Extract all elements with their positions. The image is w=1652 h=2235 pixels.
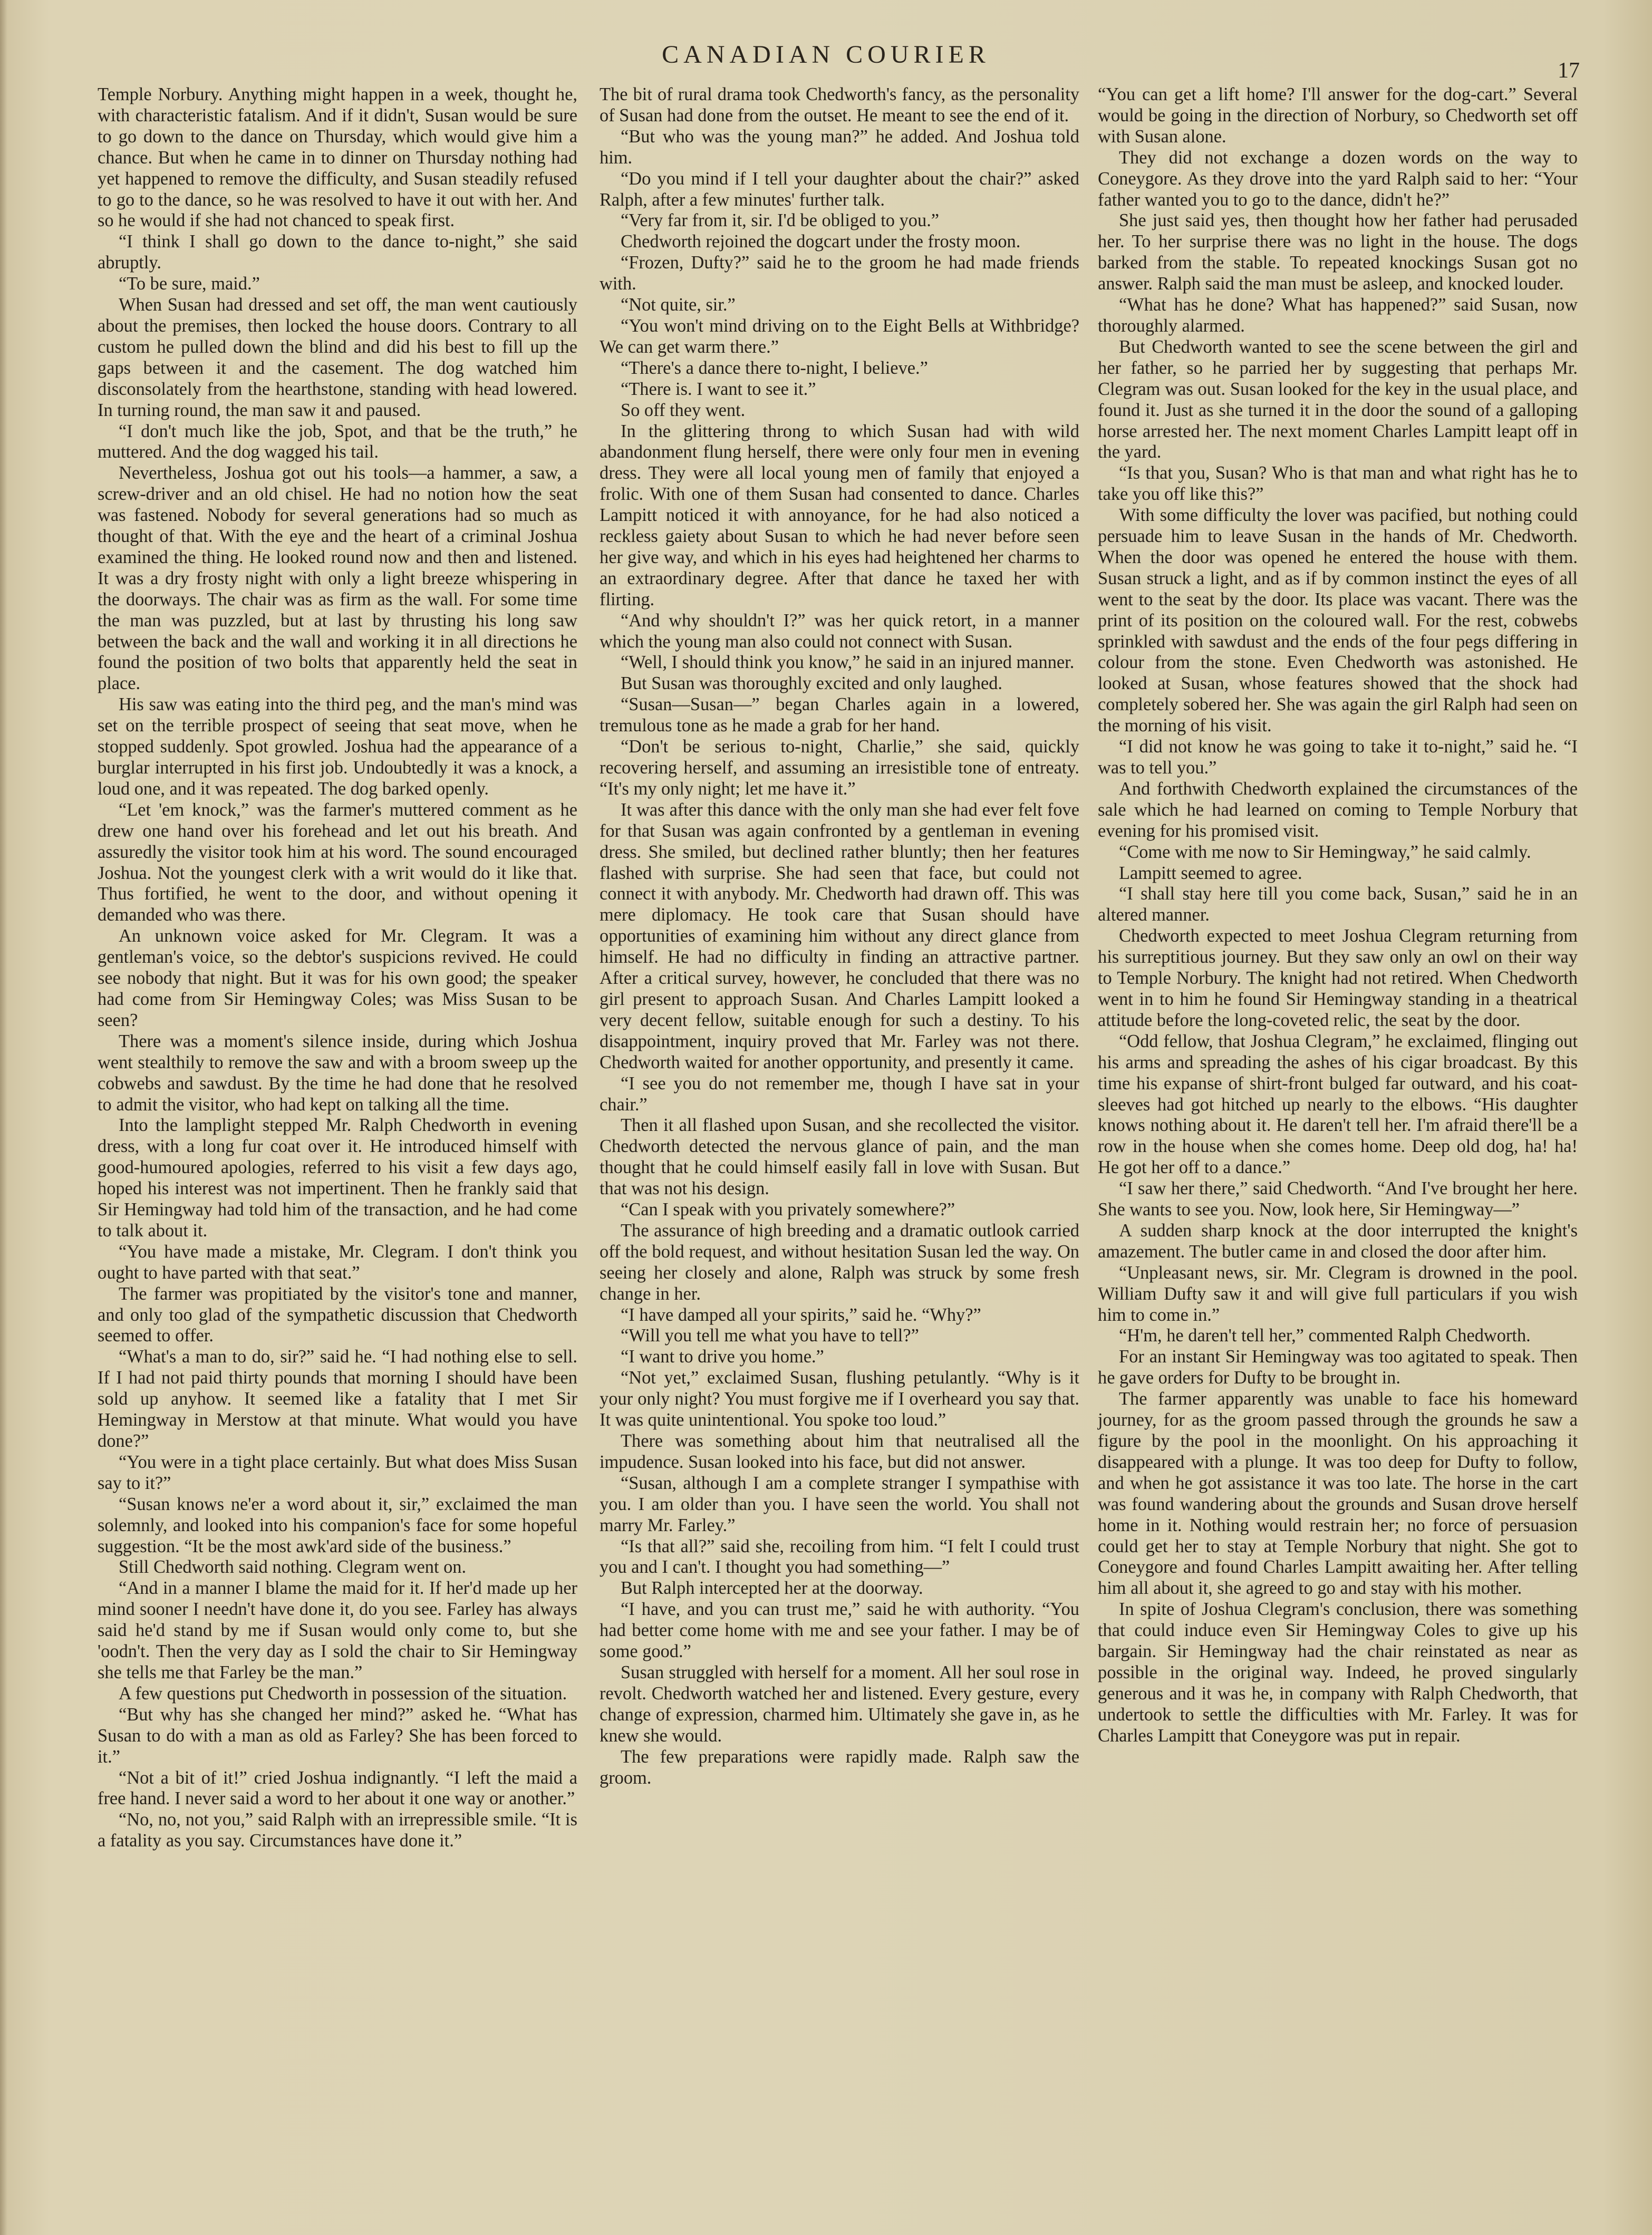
paragraph: “Very far from it, sir. I'd be obliged to you.”	[621, 210, 940, 231]
paragraph: Still Chedworth said nothing. Clegram went on.	[119, 1557, 467, 1578]
paragraph: “Is that all?” said she, recoiling from him. “I felt I could trust you and I can't. I thought you had something—”	[600, 1536, 1079, 1578]
paragraph: “But why has she changed her mind?” asked he. “What has Susan to do with a man as old as Farley? She has been forced to it.”	[98, 1704, 577, 1767]
paragraph: “I see you do not remember me, though I have sat in your chair.”	[600, 1073, 1079, 1115]
text-column-1	[98, 84, 577, 1852]
paragraph: But Ralph intercepted her at the doorway.	[621, 1578, 923, 1599]
paragraph: “Do you mind if I tell your daughter about the chair?” asked Ralph, after a few minutes' further talk.	[600, 168, 1079, 210]
paragraph: “Susan, although I am a complete stranger I sympathise with you. I am older than you. I have seen the world. You shall not marry Mr. Farley.”	[600, 1473, 1079, 1535]
text-column-3	[1098, 84, 1578, 1747]
paragraph: “I think I shall go down to the dance to-night,” she said abruptly.	[98, 231, 577, 273]
paragraph: “You have made a mistake, Mr. Clegram. I don't think you ought to have parted with that seat.”	[98, 1241, 577, 1283]
paragraph: “Frozen, Dufty?” said he to the groom he had made friends with.	[600, 253, 1079, 294]
paragraph: “Unpleasant news, sir. Mr. Clegram is drowned in the pool. William Dufty saw it and will give full particulars if you wish him to come in.”	[1098, 1262, 1578, 1325]
paragraph: “There's a dance there to-night, I believe.”	[621, 357, 928, 378]
paragraph: “No, no, not you,” said Ralph with an irrepressible smile. “It is a fatality as you say. Circumstances have done it.”	[98, 1810, 577, 1851]
paragraph: So off they went.	[621, 400, 746, 420]
paragraph: “Let 'em knock,” was the farmer's muttered comment as he drew one hand over his forehead and let out his breath. And assuredly the visitor took him at his word. The sound encouraged Joshua. Not the youngest clerk with a writ would do it like that. Thus fortified, he went to the door, and without opening it demanded who was there.	[98, 799, 577, 925]
paragraph: The farmer apparently was unable to face his homeward journey, for as the groom passed through the grounds he saw a figure by the pool in the moonlight. On his approaching it disappeared with a plunge. It was too deep for Dufty to follow, and when he got assistance it was too late. The horse in the cart was found wandering about the grounds and Susan drove herself home in it. Nothing would restrain her; no force of persuasion could get her to stay at Temple Norbury that night. She got to Coneygore and found Charles Lampitt awaiting her. After telling him all about it, she agreed to go and stay with his mother.	[1098, 1389, 1578, 1599]
masthead: CANADIAN COURIER	[662, 41, 990, 69]
paragraph: Then it all flashed upon Susan, and she recollected the visitor. Chedworth detected the nervous glance of pain, and the man thought that he could himself easily fall in love with Susan. But that was not his design.	[600, 1115, 1079, 1199]
page-edge-shadow	[0, 0, 7, 2235]
paragraph: The bit of rural drama took Chedworth's fancy, as the personality of Susan had done from the outset. He meant to see the end of it.	[600, 84, 1079, 125]
paragraph: “I have, and you can trust me,” said he with authority. “You had better come home with me and see your father. I may be of some good.”	[600, 1599, 1079, 1662]
paragraph: “Come with me now to Sir Hemingway,” he said calmly.	[1119, 841, 1531, 862]
paragraph: “I want to drive you home.”	[621, 1347, 824, 1367]
paragraph: “Can I speak with you privately somewhere?”	[621, 1199, 955, 1220]
paragraph: When Susan had dressed and set off, the man went cautiously about the premises, then locked the house doors. Contrary to all custom he pulled down the blind and did his best to fill up the gaps between it and the casement. The dog watched him disconsolately from the hearthstone, standing with head lowered. In turning round, the man saw it and paused.	[98, 295, 577, 420]
paragraph: Nevertheless, Joshua got out his tools—a hammer, a saw, a screw-driver and an old chisel. He had no notion how the seat was fastened. Nobody for several generations had so much as thought of that. With the eye and the heart of a criminal Joshua examined the thing. He looked round now and then and listened. It was a dry frosty night with only a light breeze whispering in the doorways. The chair was as firm as the wall. For some time the man was puzzled, but at last by thrusting his long saw between the back and the wall and working it in all directions he found the position of two bolts that apparently held the seat in place.	[98, 463, 577, 694]
paragraph: “You were in a tight place certainly. But what does Miss Susan say to it?”	[98, 1452, 577, 1493]
paragraph: She just said yes, then thought how her father had perusaded her. To her surprise there was no light in the house. The dogs barked from the stable. To repeated knockings Susan got no answer. Ralph said the man must be asleep, and knocked louder.	[1098, 210, 1578, 294]
paragraph: “But who was the young man?” he added. And Joshua told him.	[600, 126, 1079, 168]
paragraph: “What's a man to do, sir?” said he. “I had nothing else to sell. If I had not paid thirty pounds that morning I should have been sold up anyhow. It seemed like a fatality that I met Sir Hemingway in Merstow at that minute. What would you have done?”	[98, 1347, 577, 1451]
paragraph: The few preparations were rapidly made. Ralph saw the groom.	[600, 1746, 1079, 1788]
paragraph: “Not a bit of it!” cried Joshua indignantly. “I left the maid a free hand. I never said a word to her about it one way or another.”	[98, 1767, 577, 1809]
paragraph: “Susan—Susan—” began Charles again in a lowered, tremulous tone as he made a grab for her hand.	[600, 694, 1079, 736]
paragraph: Temple Norbury. Anything might happen in a week, thought he, with characteristic fatalism. And if it didn't, Susan would be sure to go down to the dance on Thursday, which would give him a chance. But when he came in to dinner on Thursday nothing had yet happened to remove the difficulty, and Susan steadily refused to go to the dance, so he was resolved to have it out with her. And so he would if she had not chanced to speak first.	[98, 84, 577, 231]
text-column-2	[600, 84, 1079, 1788]
paragraph: “I saw her there,” said Chedworth. “And I've brought her here. She wants to see you. Now, look here, Sir Hemingway—”	[1098, 1178, 1578, 1220]
paragraph: “There is. I want to see it.”	[621, 379, 816, 399]
paragraph: “H'm, he daren't tell her,” commented Ralph Chedworth.	[1119, 1325, 1531, 1346]
page-number: 17	[1558, 59, 1580, 83]
paragraph: “Don't be serious to-night, Charlie,” she said, quickly recovering herself, and assuming an irresistible tone of entreaty. “It's my only night; let me have it.”	[600, 737, 1079, 799]
paragraph: “And why shouldn't I?” was her quick retort, in a manner which the young man also could not connect with Susan.	[600, 610, 1079, 652]
paragraph: “Susan knows ne'er a word about it, sir,” exclaimed the man solemnly, and looked into his companion's face for some hopeful suggestion. “It be the most awk'ard side of the business.”	[98, 1494, 577, 1556]
paragraph: “I don't much like the job, Spot, and that be the truth,” he muttered. And the dog wagged his tail.	[98, 421, 577, 462]
paragraph: “You won't mind driving on to the Eight Bells at Withbridge? We can get warm there.”	[600, 315, 1079, 357]
paragraph: “I have damped all your spirits,” said he. “Why?”	[621, 1304, 981, 1325]
paragraph: A few questions put Chedworth in possession of the situation.	[119, 1683, 567, 1704]
paragraph: “I did not know he was going to take it to-night,” said he. “I was to tell you.”	[1098, 737, 1578, 778]
paragraph: “To be sure, maid.”	[119, 274, 260, 294]
paragraph: There was something about him that neutralised all the impudence. Susan looked into his face, but did not answer.	[600, 1431, 1079, 1472]
paragraph: In spite of Joshua Clegram's conclusion, there was something that could induce even Sir Hemingway Coles to give up his bargain. Sir Hemingway had the chair reinstated as near as possible in the original way. Indeed, he proved singularly generous and it was he, in company with Ralph Chedworth, that undertook to settle the difficulties with Mr. Farley. It was for Charles Lampitt that Coneygore was put in repair.	[1098, 1599, 1578, 1746]
paragraph: Chedworth rejoined the dogcart under the frosty moon.	[621, 231, 1021, 252]
paragraph: There was a moment's silence inside, during which Joshua went stealthily to remove the saw and with a broom sweep up the cobwebs and sawdust. By the time he had done that he resolved to admit the visitor, who had kept on talking all the time.	[98, 1031, 577, 1115]
paragraph: “Not quite, sir.”	[621, 295, 736, 315]
paragraph: Chedworth expected to meet Joshua Clegram returning from his surreptitious journey. But they saw only an owl on their way to Temple Norbury. The knight had not retired. When Chedworth went in to him he found Sir Hemingway standing in a theatrical attitude before the long-coveted relic, the seat by the door.	[1098, 926, 1578, 1030]
paragraph: “What has he done? What has happened?” said Susan, now thoroughly alarmed.	[1098, 295, 1578, 336]
paragraph: A sudden sharp knock at the door interrupted the knight's amazement. The butler came in and closed the door after him.	[1098, 1220, 1578, 1262]
paragraph: “Well, I should think you know,” he said in an injured manner.	[621, 652, 1075, 673]
paragraph: Into the lamplight stepped Mr. Ralph Chedworth in evening dress, with a long fur coat over it. He introduced himself with good-humoured apologies, referred to his visit a few days ago, hoped his interest was not impertinent. Then he frankly said that Sir Hemingway had told him of the transaction, and he had come to talk about it.	[98, 1115, 577, 1241]
paragraph: “And in a manner I blame the maid for it. If her'd made up her mind sooner I needn't have done it, do you see. Farley has always said he'd stand by me if Susan would only come to, but she 'oodn't. Then the very day as I sold the chair to Sir Hemingway she tells me that Farley be the man.”	[98, 1578, 577, 1682]
paragraph: But Chedworth wanted to see the scene between the girl and her father, so he parried her by suggesting that perhaps Mr. Clegram was out. Susan looked for the key in the usual place, and found it. Just as she turned it in the door the sound of a galloping horse arrested her. The next moment Charles Lampitt leapt off in the yard.	[1098, 336, 1578, 462]
paragraph: “Not yet,” exclaimed Susan, flushing petulantly. “Why is it your only night? You must forgive me if I overheard you say that. It was quite unintentional. You spoke too loud.”	[600, 1368, 1079, 1430]
paragraph: “Odd fellow, that Joshua Clegram,” he exclaimed, flinging out his arms and spreading the ashes of his cigar broadcast. By this time his expanse of shirt-front bulged far outward, and his coat-sleeves had got hitched up nearly to the elbows. “His daughter knows nothing about it. He daren't tell her. I'm afraid there'll be a row in the house when she comes home. Deep old dog, ha! ha! He got her off to a dance.”	[1098, 1031, 1578, 1178]
paragraph: With some difficulty the lover was pacified, but nothing could persuade him to leave Susan in the hands of Mr. Chedworth. When the door was opened he entered the house with them. Susan struck a light, and as if by common instinct the eyes of all went to the seat by the door. Its place was vacant. There was the print of its position on the coloured wall. For the rest, cobwebs sprinkled with sawdust and the ends of the four pegs differing in colour from the stone. Even Chedworth was astonished. He looked at Susan, whose features showed that the shock had completely sobered her. She was again the girl Ralph had seen on the morning of his visit.	[1098, 505, 1578, 736]
paragraph: It was after this dance with the only man she had ever felt fove for that Susan was again confronted by a gentleman in evening dress. She smiled, but declined rather bluntly; then her features flashed with surprise. She had seen that face, but could not connect it with anybody. Mr. Chedworth had drawn off. This was mere diplomacy. He took care that Susan should have opportunities of examining him without any direct glance from himself. He had no difficulty in finding an attractive partner. After a critical survey, however, he concluded that there was no girl present to approach Susan. And Charles Lampitt looked a very decent fellow, suitable enough for such a destiny. To his disappointment, inquiry proved that Mr. Farley was not there. Chedworth waited for another opportunity, and presently it came.	[600, 799, 1079, 1072]
paragraph: For an instant Sir Hemingway was too agitated to speak. Then he gave orders for Dufty to be brought in.	[1098, 1347, 1578, 1388]
paragraph: Lampitt seemed to agree.	[1119, 863, 1302, 883]
paragraph: They did not exchange a dozen words on the way to Coneygore. As they drove into the yard Ralph said to her: “Your father wanted you to go to the dance, didn't he?”	[1098, 147, 1578, 210]
paragraph: “You can get a lift home? I'll answer for the dog-cart.” Several would be going in the direction of Norbury, so Chedworth set off with Susan alone.	[1098, 84, 1578, 147]
paragraph: “Will you tell me what you have to tell?”	[621, 1325, 919, 1346]
paragraph: But Susan was thoroughly excited and only laughed.	[621, 673, 1003, 694]
paragraph: Susan struggled with herself for a moment. All her soul rose in revolt. Chedworth watched her and listened. Every gesture, every change of expression, charmed him. Ultimately she gave in, as he knew she would.	[600, 1662, 1079, 1746]
paragraph: The farmer was propitiated by the visitor's tone and manner, and only too glad of the sympathetic discussion that Chedworth seemed to offer.	[98, 1283, 577, 1346]
paragraph: The assurance of high breeding and a dramatic outlook carried off the bold request, and without hesitation Susan led the way. On seeing her closely and alone, Ralph was struck by some fresh change in her.	[600, 1220, 1079, 1304]
paragraph: “I shall stay here till you come back, Susan,” said he in an altered manner.	[1098, 884, 1578, 925]
paragraph: “Is that you, Susan? Who is that man and what right has he to take you off like this?”	[1098, 463, 1578, 505]
paragraph: His saw was eating into the third peg, and the man's mind was set on the terrible prospect of seeing that seat move, when he stopped suddenly. Spot growled. Joshua had the appearance of a burglar interrupted in his first job. Undoubtedly it was a knock, a loud one, and it was repeated. The dog barked openly.	[98, 694, 577, 799]
paragraph: An unknown voice asked for Mr. Clegram. It was a gentleman's voice, so the debtor's suspicions revived. He could see nobody that night. But it was for his own good; the speaker had come from Sir Hemingway Coles; was Miss Susan to be seen?	[98, 926, 577, 1030]
paragraph: And forthwith Chedworth explained the circumstances of the sale which he had learned on coming to Temple Norbury that evening for his promised visit.	[1098, 778, 1578, 841]
paragraph: In the glittering throng to which Susan had with wild abandonment flung herself, there were only four men in evening dress. They were all local young men of family that enjoyed a frolic. With one of them Susan had consented to dance. Charles Lampitt noticed it with annoyance, for he had also noticed a reckless gaiety about Susan to which he had never before seen her give way, and which in his eyes had heightened her charms to an extraordinary degree. After that dance he taxed her with flirting.	[600, 421, 1079, 609]
